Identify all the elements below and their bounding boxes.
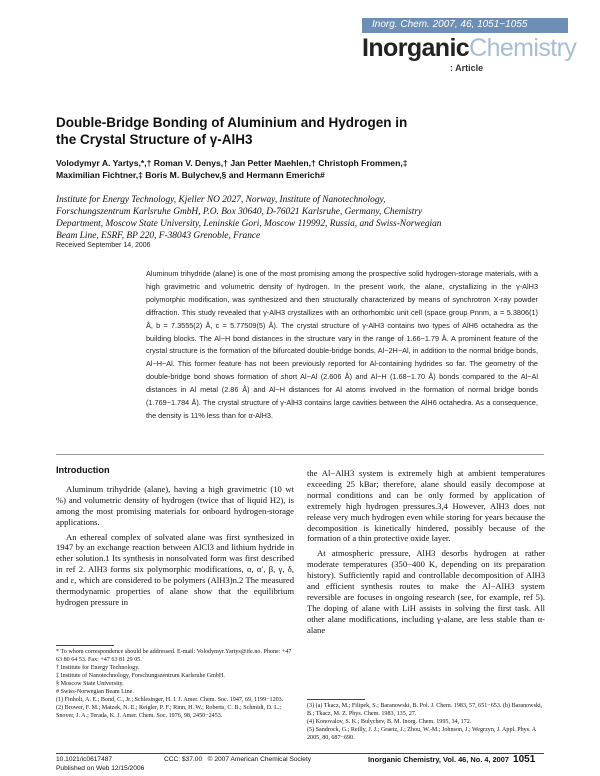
footnote-item: * To whom correspondence should be addressed. E-mail: Volodymyr.Yartys@ife.no. Phone: +47 63 80 64 53. Fax: +47 63 81 29 05. — [56, 649, 292, 663]
reference-item: (5) Sandrock, G.; Reilly, J. J.; Graetz, J.; Zhou, W.-M.; Johnson, J.; Wegrzyn, J. Appl. Phys. A 2005, 80, 687−690. — [307, 727, 536, 741]
reference-item: (3) (a) Tkacz, M.; Filipek, S.; Baranowski, B. Pol. J. Chem. 1983, 57, 651−653. (b) Baranowski, B.; Tkacz, M. Z. Phys. Chem. 1983, 135, 27. — [307, 703, 543, 717]
article-title: Double-Bridge Bonding of Aluminium and Hydrogen in the Crystal Structure of γ-AlH3 — [56, 115, 408, 147]
article-type-label: Article — [455, 63, 484, 73]
doi: 10.1021/ic0617487 — [56, 756, 113, 763]
intro-paragraph-2: An ethereal complex of solvated alane was first synthesized in 1947 by an exchange reaction between AlCl3 and lithium hydride in ether solution.1 Its synthesis in nonsolvated form was first described in ref 2. AlH3 forms six polymorphic modifications, α, α′, β, γ, δ, and ε, which are considered to be polymers (AlH3)n.2 The measured thermodynamic properties of alane show that the equilibrium hydrogen pressure in — [56, 531, 294, 607]
author-list: Volodymyr A. Yartys,*,† Roman V. Denys,† Jan Petter Maehlen,† Christoph Frommen,‡ Maximilian Fichtner,‡ Boris M. Bulychev,§ and Hermann Emerich# — [56, 158, 408, 180]
reference-item: (1) Finholt, A. E.; Bond, C., Jr.; Schlesinger, H. I. J. Amer. Chem. Soc. 1947, 69, 1199−1203. — [56, 697, 284, 703]
footnote-rule-right — [307, 699, 365, 700]
logo-word-chemistry: Chemistry — [469, 34, 577, 62]
body-paragraph-2: At atmospheric pressure, AlH3 desorbs hydrogen at rather moderate temperatures (350−400 K, depending on its preparation history). Sufficiently rapid and controllable decomposition of AlH3 and efficient synthesis routes to make the Al−AlH3 system reversible are focuses in ongoing research (see, for example, ref 5). The doping of alane with LiH assists in solving the first task. All other alane modifications, including γ-alane, are less stable than α-alane — [307, 548, 545, 635]
footnote-item: § Moscow State University. — [56, 681, 124, 687]
journal-logo — [362, 33, 576, 63]
footnote-item: † Institute for Energy Technology. — [56, 665, 140, 671]
article-type-tag: : Article — [450, 63, 484, 73]
reference-item: (2) Brower, F. M.; Matzek, N. E.; Reigler, P. F.; Rinn, H. W.; Roberts, C. B.; Schmidt, D. L.; Snover, J. A.; Terada, K. J. Amer. Chem. Soc. 1976, 98, 2450−2453. — [56, 705, 282, 719]
published-date: Published on Web 12/15/2006 — [56, 764, 145, 772]
footer-copyright-block — [164, 756, 311, 763]
footnotes-right — [307, 702, 545, 742]
reference-item: (4) Konovalov, S. K.; Bulychev, B. M. Inorg. Chem. 1995, 34, 172. — [307, 719, 472, 725]
right-column — [307, 468, 545, 636]
footnote-item: ‡ Institute of Nanotechnology, Forschungszentrum Karlsruhe GmbH. — [56, 673, 225, 679]
logo-word-inorganic: Inorganic — [362, 34, 470, 62]
abstract-divider — [56, 454, 544, 455]
journal-volume-info: Inorganic Chemistry, Vol. 46, No. 4, 2007 — [368, 755, 510, 764]
footnote-item: # Swiss-Norwegian Beam Line. — [56, 689, 134, 695]
journal-citation: Inorg. Chem. 2007, 46, 1051−1055 — [372, 19, 528, 30]
affiliations: Institute for Energy Technology, Kjeller NO 2027, Norway, Institute of Nanotechnology, Forschungszentrum Karlsruhe GmbH, P.O. Box 30640, D-76021 Karlsruhe, Germany, Chemistry Department, Moscow State University, Leninskie Gori, Moscow 119992, Russia, and Swiss-Norwegian Beam Line, ESRF, BP 220, F-38043 Grenoble, France — [56, 195, 442, 241]
intro-paragraph-1: Aluminum trihydride (alane), having a high gravimetric (10 wt %) and volumetric density of hydrogen (twice that of liquid H2), is among the most promising materials for onboard hydrogen-storage applications. — [56, 483, 294, 527]
footer-doi-block — [56, 756, 144, 773]
received-date: Received September 14, 2006 — [56, 242, 151, 249]
footer-journal-block — [368, 754, 535, 765]
copyright: © 2007 American Chemical Society — [207, 756, 312, 763]
page-number: 1051 — [513, 754, 536, 765]
abstract: Aluminum trihydride (alane) is one of the most promising among the prospective solid hydrogen-storage materials, with a high gravimetric and volumetric density of hydrogen. In the present work, the alane, crystallizing in the γ-AlH3 polymorphic modification, was synthesized and then structurally characterized by means of synchrotron X-ray powder diffraction. This study revealed that γ-AlH3 crystallizes with an orthorhombic unit cell (space group Pnnm, a = 5.3806(1) Å, b = 7.3555(2) Å, c = 5.77509(5) Å). The crystal structure of γ-AlH3 contains two types of AlH6 octahedra as the building blocks. The Al−H bond distances in the structure vary in the range of 1.66−1.79 Å. A prominent feature of the crystal structure is the formation of the bifurcated double-bridge bonds, Al−2H−Al, in addition to the normal bridge bonds, Al−H−Al. This former feature has not been previously reported for Al-containing hydrides so far. The geometry of the double-bridge bond shows formation of short Al−Al (2.606 Å) and Al−H (1.68−1.70 Å) bonds compared to the Al−Al distances in Al metal (2.86 Å) and Al−H distances for Al atoms involved in the formation of normal bridge bonds (1.769−1.784 Å). The crystal structure of γ-AlH3 contains large cavities between the AlH6 octahedra. As a consequence, the density is 11% less than for α-AlH3. — [146, 269, 538, 420]
section-heading-introduction: Introduction — [56, 465, 110, 475]
body-paragraph-1: the Al−AlH3 system is extremely high at ambient temperatures exceeding 25 kBar; therefore, alane should easily decompose at normal conditions and can be only formed by application of extremely high hydrogen pressures.3,4 However, AlH3 does not release very much hydrogen even while storing for years because the decomposition is kinetically hindered, possibly because of the formation of a thin protective oxide layer. — [307, 468, 545, 544]
price: CCC: $37.00 — [164, 756, 203, 763]
footnotes-left — [56, 648, 294, 720]
left-column — [56, 465, 294, 608]
footnote-rule-left — [56, 645, 114, 646]
